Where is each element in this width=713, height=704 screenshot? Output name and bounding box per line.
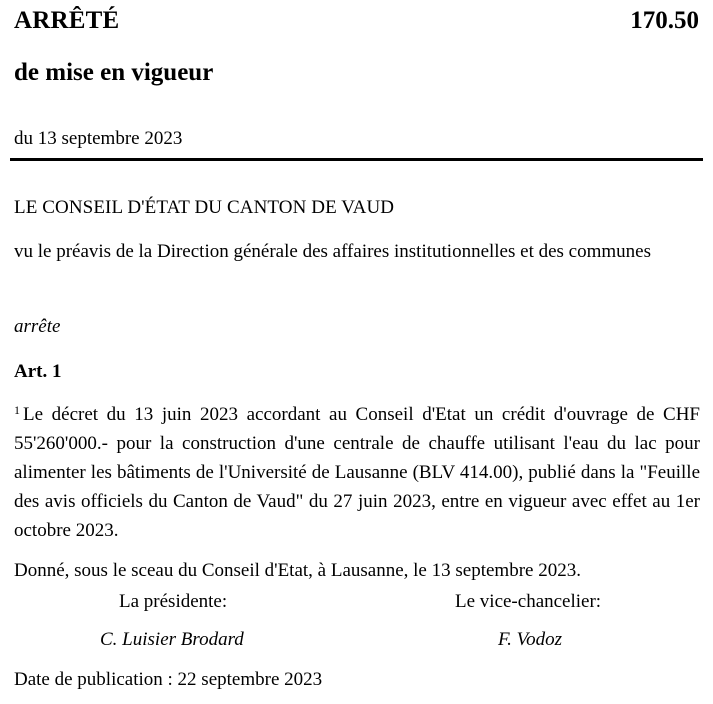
article-paragraph <box>14 400 700 545</box>
document-title: ARRÊTÉ <box>14 7 120 34</box>
alinea-number: 1 <box>14 403 20 417</box>
issuing-authority: LE CONSEIL D'ÉTAT DU CANTON DE VAUD <box>14 197 395 218</box>
article-title: Art. 1 <box>14 361 62 382</box>
president-name: C. Luisier Brodard <box>100 629 244 650</box>
vice-chancellor-name: F. Vodoz <box>498 629 563 650</box>
document-subtitle: de mise en vigueur <box>14 59 214 86</box>
article-text: Le décret du 13 juin 2023 accordant au Conseil d'Etat un crédit d'ouvrage de CHF 55'260'000.- pour la construction d'une centrale de chauffe utilisant l'eau du lac pour alimenter les bâtiments de l'Université de Lausanne (BLV 414.00), publié dans la "Feuille des avis officiels du Canton de Vaud" du 27 juin 2023, entre en vigueur avec effet au 1er octobre 2023. <box>14 404 700 541</box>
header-divider <box>10 158 703 161</box>
decision-word: arrête <box>14 316 61 337</box>
preambule: vu le préavis de la Direction générale des affaires institutionnelles et des communes <box>14 241 651 262</box>
president-role: La présidente: <box>119 591 228 612</box>
given-statement: Donné, sous le sceau du Conseil d'Etat, à Lausanne, le 13 septembre 2023. <box>14 560 581 581</box>
document-date: du 13 septembre 2023 <box>14 128 183 149</box>
document-number: 170.50 <box>630 7 699 34</box>
vice-chancellor-role: Le vice-chancelier: <box>455 591 602 612</box>
publication-date: Date de publication : 22 septembre 2023 <box>14 669 323 690</box>
